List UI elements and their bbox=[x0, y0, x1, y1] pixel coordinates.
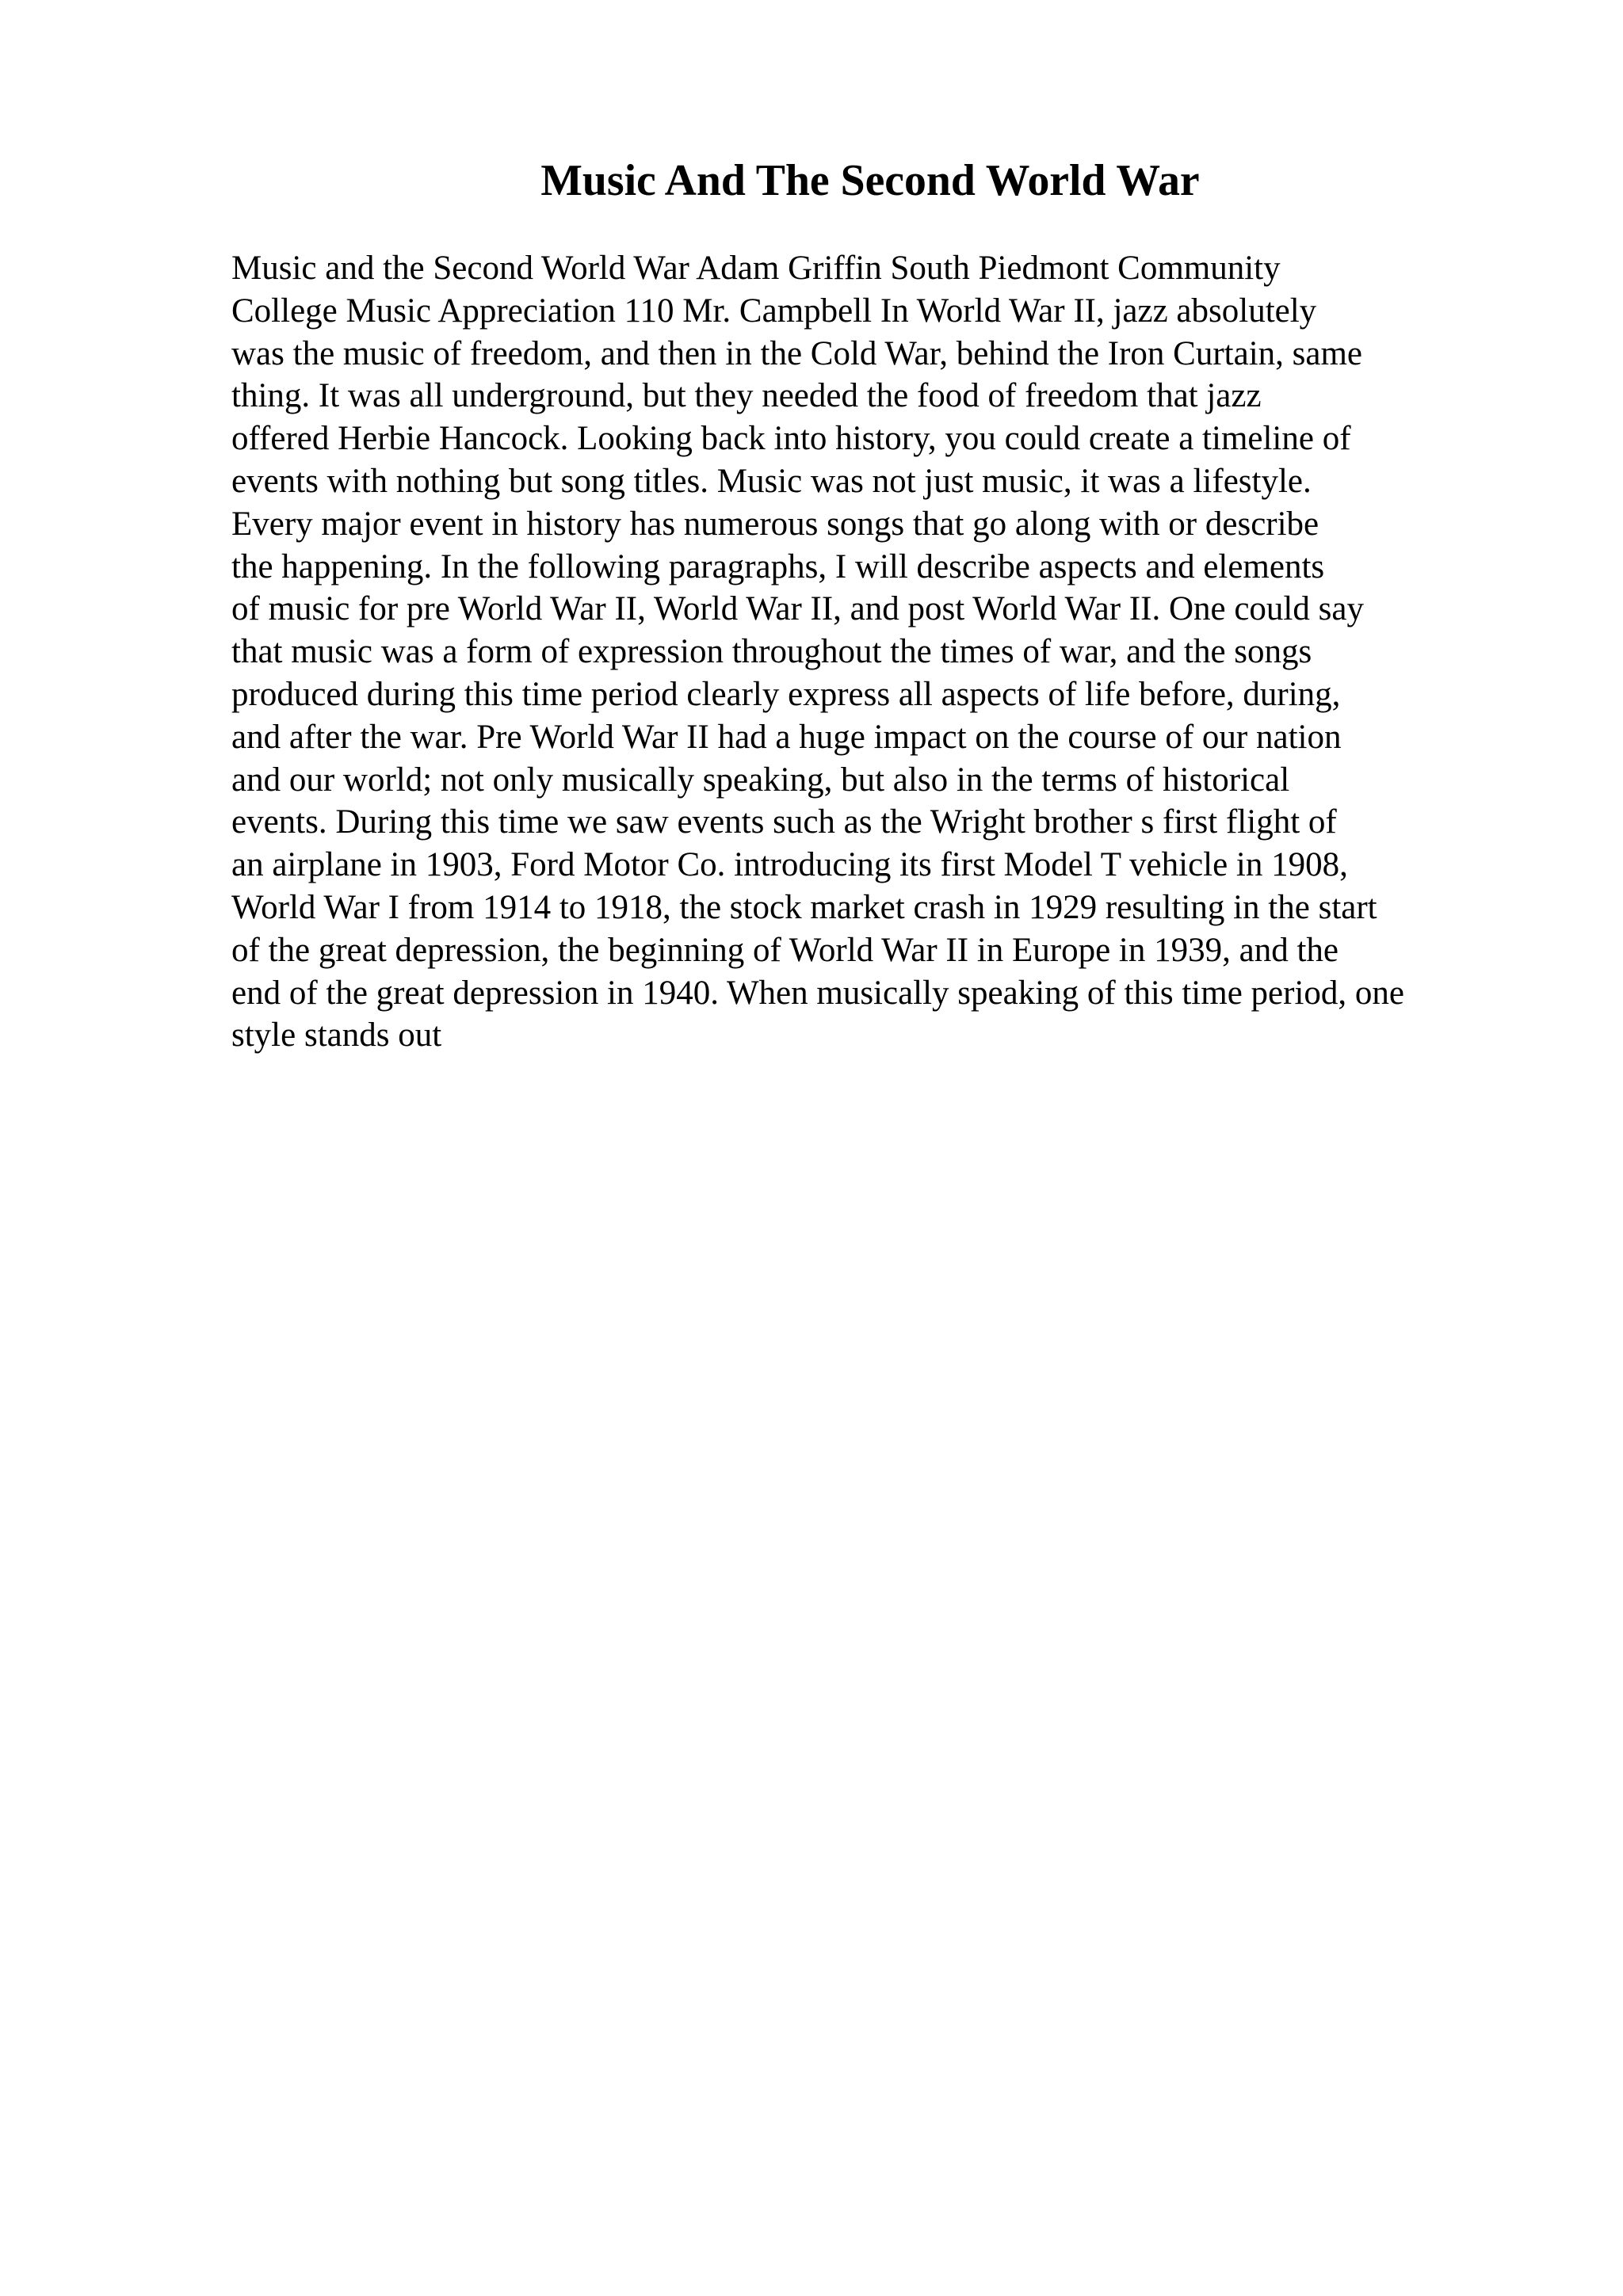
body-line: style stands out bbox=[231, 1016, 442, 1055]
body-line: and our world; not only musically speaking, but also in the terms of historical bbox=[231, 761, 1290, 799]
body-line: thing. It was all underground, but they needed the food of freedom that jazz bbox=[231, 377, 1262, 415]
body-line: and after the war. Pre World War II had a huge impact on the course of our nation bbox=[231, 718, 1342, 756]
body-line: College Music Appreciation 110 Mr. Campbell In World War II, jazz absolutely bbox=[231, 292, 1317, 330]
body-line: that music was a form of expression throughout the times of war, and the songs bbox=[231, 633, 1312, 671]
body-line: events. During this time we saw events such as the Wright brother s first flight of bbox=[231, 803, 1337, 841]
body-line: end of the great depression in 1940. When musically speaking of this time period, one bbox=[231, 974, 1404, 1012]
body-line: produced during this time period clearly express all aspects of life before, during, bbox=[231, 675, 1341, 713]
document-body bbox=[231, 247, 1610, 1057]
body-line: Every major event in history has numerous songs that go along with or describe bbox=[231, 505, 1319, 543]
body-line: the happening. In the following paragraphs, I will describe aspects and elements bbox=[231, 547, 1325, 585]
document-title: Music And The Second World War bbox=[540, 156, 1200, 205]
body-line: World War I from 1914 to 1918, the stock market crash in 1929 resulting in the start bbox=[231, 888, 1377, 926]
body-line: of music for pre World War II, World War II, and post World War II. One could say bbox=[231, 590, 1364, 628]
body-line: an airplane in 1903, Ford Motor Co. introducing its first Model T vehicle in 1908, bbox=[231, 846, 1348, 884]
body-line: of the great depression, the beginning of World War II in Europe in 1939, and the bbox=[231, 931, 1338, 969]
body-line: events with nothing but song titles. Music was not just music, it was a lifestyle. bbox=[231, 462, 1312, 500]
body-line: offered Herbie Hancock. Looking back into history, you could create a timeline of bbox=[231, 420, 1351, 458]
body-line: was the music of freedom, and then in the Cold War, behind the Iron Curtain, same bbox=[231, 334, 1362, 372]
body-line: Music and the Second World War Adam Griffin South Piedmont Community bbox=[231, 250, 1281, 287]
